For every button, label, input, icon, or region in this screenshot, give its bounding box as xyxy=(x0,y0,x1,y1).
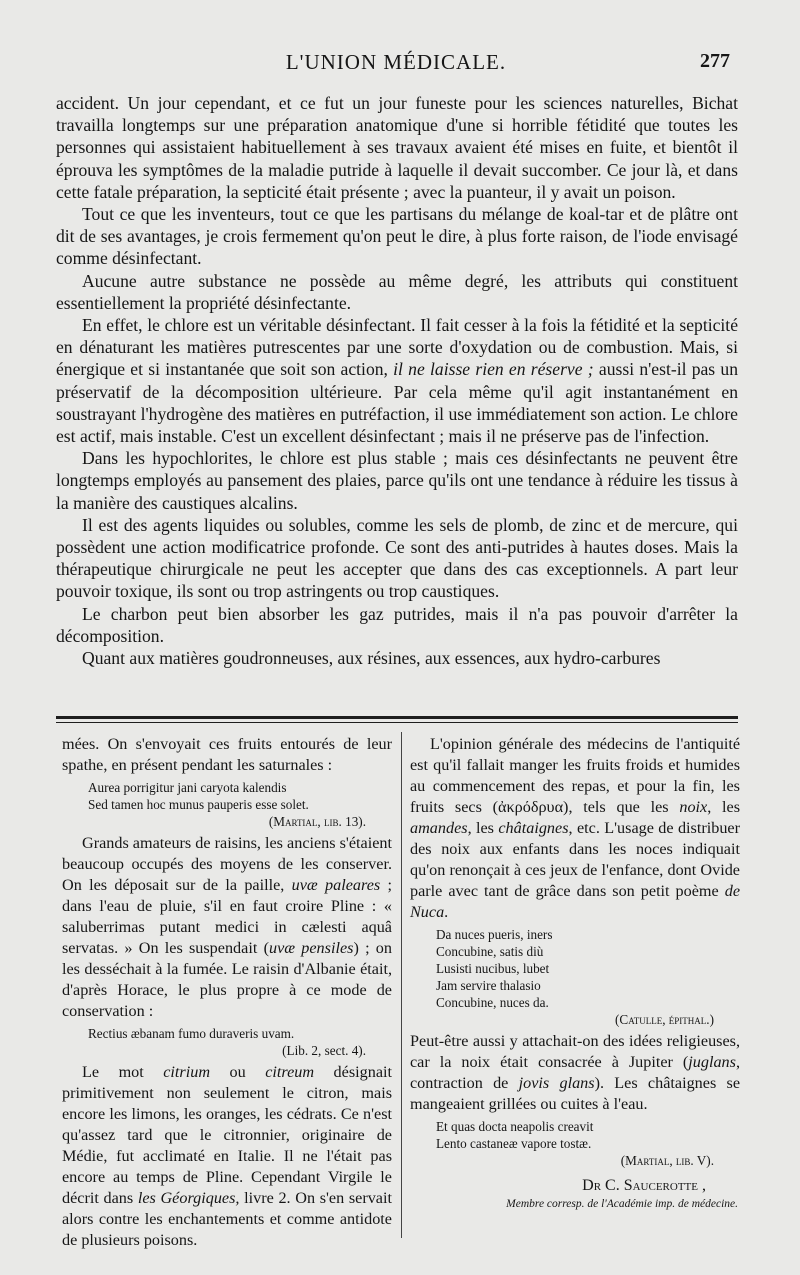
paragraph: Quant aux matières goudronneuses, aux résines, aux essences, aux hydro-carbures xyxy=(82,648,661,669)
verse-line: Sed tamen hoc munus pauperis esse solet. xyxy=(88,797,309,812)
paragraph: mées. On s'envoyait ces fruits entourés de leur spathe, en présent pendant les saturnales : xyxy=(62,735,392,774)
author-signature: Dr C. Saucerotte , xyxy=(582,1177,706,1194)
section-divider-thin xyxy=(56,722,738,723)
verse-line: Aurea porrigitur jani caryota kalendis xyxy=(88,780,287,795)
latin-quotation xyxy=(436,926,740,1028)
paragraph: L'opinion générale des médecins de l'antiquité est qu'il fallait manger les fruits froids et humides au commencement des repas, et pour la fin, les fruits secs (ἀκρόδρυα), tels que les noix, les amandes, les châtaignes, etc. L'usage de distribuer des noix aux enfants dans les noces indiquait qu'on renonçait à ces jeux de l'enfance, dont Ovide parle avec tant de grâce dans son petit poème de Nuca. xyxy=(410,735,741,921)
latin-quotation xyxy=(88,1025,392,1059)
paragraph: accident. Un jour cependant, et ce fut un jour funeste pour les sciences naturelles, Bichat travailla longtemps sur une préparation anatomique d'une si horrible fétidité que toutes les personnes qui assistaient habituellement à ses travaux avaient été mises en fuite, et bientôt il éprouva les symptômes de la maladie putride à laquelle il devait succomber. Ce jour là, et dans cette fatale préparation, la septicité était présente ; avec la puanteur, il y avait un poison. xyxy=(56,93,738,202)
latin-quotation xyxy=(88,779,392,830)
paragraph: Peut-être aussi y attachait-on des idées religieuses, car la noix était consacrée à Jupiter (juglans, contraction de jovis glans). Les châtaignes se mangeaient grillées ou cuites à l'eau. xyxy=(410,1032,741,1113)
section-divider xyxy=(56,716,738,719)
column-divider xyxy=(401,732,402,1238)
journal-title: L'UNION MÉDICALE. xyxy=(285,50,507,74)
paragraph: Tout ce que les inventeurs, tout ce que les partisans du mélange de koal-tar et de plâtre ont dit de ses avantages, je crois fermement qu'on peut le dire, à plus forte raison, de l'iode envisagé comme désinfectant. xyxy=(56,204,738,269)
verse-line: Da nuces pueris, iners xyxy=(436,927,553,942)
paragraph: Il est des agents liquides ou solubles, comme les sels de plomb, de zinc et de mercure, qui possèdent une action modificatrice profonde. Ce sont des anti-putrides à hautes doses. Mais la thérapeutique chirurgicale ne peut les accepter que dans des cas exceptionnels. A part leur pouvoir toxique, ils sont ou trop astringents ou trop caustiques. xyxy=(56,514,738,602)
feuilleton-left-column xyxy=(62,734,392,1251)
quotation-source: (Catulle, épithal.) xyxy=(615,1012,714,1027)
verse-line: Et quas docta neapolis creavit xyxy=(436,1119,594,1134)
paragraph: Aucune autre substance ne possède au même degré, les attributs qui constituent essentiellement la propriété désinfectante. xyxy=(56,270,738,313)
latin-quotation xyxy=(436,1118,740,1169)
running-header xyxy=(58,44,734,78)
paragraph: Le charbon peut bien absorber les gaz putrides, mais il n'a pas pouvoir d'arrêter la décomposition. xyxy=(56,603,738,646)
quotation-source: (Martial, lib. 13). xyxy=(268,814,366,829)
author-affiliation: Membre corresp. de l'Académie imp. de médecine. xyxy=(506,1198,738,1210)
paragraph-chlore: En effet, le chlore est un véritable désinfectant. Il fait cesser à la fois la fétidité et la septicité en dénaturant les matières putrescentes par une sorte d'oxydation ou de combustion. Mais, si énergique et si instantanée que soit son action, il ne laisse rien en réserve ; aussi n'est-il pas un préservatif de la décomposition ultérieure. Par cela même qu'il agit instantanément en soustrayant l'hydrogène des matières en putréfaction, il use immédiatement son action. Le chlore est actif, mais instable. C'est un excellent désinfectant ; mais il ne préserve pas de l'infection. xyxy=(56,315,738,447)
verse-line: Jam servire thalasio xyxy=(436,978,541,993)
feuilleton-right-column xyxy=(410,734,740,1212)
paragraph: Grands amateurs de raisins, les anciens s'étaient beaucoup occupés des moyens de les conserver. On les déposait sur de la paille, uvæ paleares ; dans l'eau de pluie, s'il en faut croire Pline : « saluberrimas putant medici in cælesti aquâ servatas. » On les suspendait (uvæ pensiles) ; on les desséchait à la fumée. Le raisin d'Albanie était, d'après Horace, le plus propre à ce mode de conservation : xyxy=(62,834,392,1020)
verse-line: Concubine, nuces da. xyxy=(436,995,549,1010)
verse-line: Concubine, satis diù xyxy=(436,944,544,959)
paragraph: Dans les hypochlorites, le chlore est plus stable ; mais ces désinfectants ne peuvent être longtemps employés au pansement des plaies, parce qu'ils ont une tendance à réduire les tissus à la manière des caustiques alcalins. xyxy=(56,448,738,513)
verse-line: Lusisti nucibus, lubet xyxy=(436,961,550,976)
verse-line: Rectius æbanam fumo duraveris uvam. xyxy=(88,1026,295,1041)
paragraph: Le mot citrium ou citreum désignait primitivement non seulement le citron, mais encore les limons, les oranges, les cédrats. Ce n'est qu'assez tard que le citronnier, originaire de Médie, fut acclimaté en Italie. Il ne l'était pas encore au temps de Pline. Cependant Virgile le décrit dans les Géorgiques, livre 2. On s'en servait alors contre les enchantements et comme antidote de plusieurs poisons. xyxy=(62,1063,392,1249)
page-number: 277 xyxy=(700,50,730,72)
quotation-source: (Martial, lib. V). xyxy=(620,1153,714,1168)
verse-line: Lento castaneæ vapore tostæ. xyxy=(436,1136,592,1151)
quotation-source: (Lib. 2, sect. 4). xyxy=(282,1043,366,1058)
main-text xyxy=(56,92,738,669)
